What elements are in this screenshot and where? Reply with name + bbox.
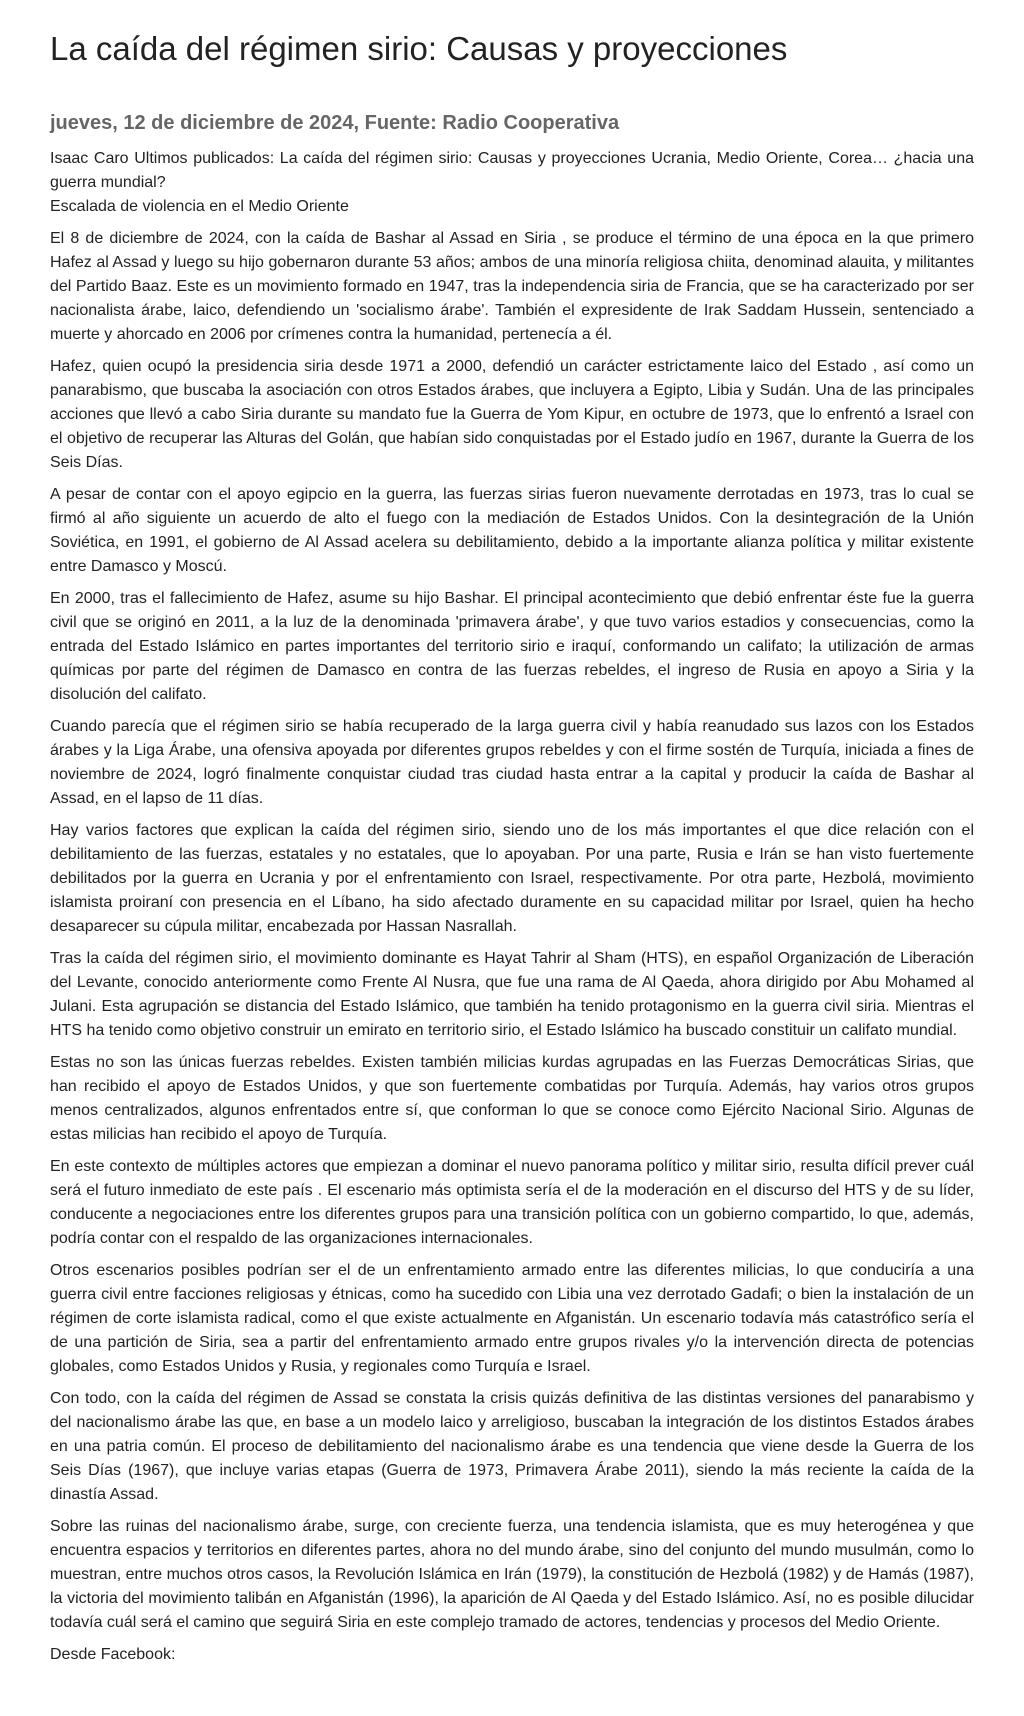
article-meta: jueves, 12 de diciembre de 2024, Fuente: Radio Cooperativa (50, 112, 620, 134)
paragraph: A pesar de contar con el apoyo egipcio en la guerra, las fuerzas sirias fueron nuevamente derrotadas en 1973, tras lo cual se firmó al año siguiente un acuerdo de alto el fuego con la mediación de Estados Unidos. Con la desintegración de la Unión Soviética, en 1991, el gobierno de Al Assad acelera su debilitamiento, debido a la importante alianza política y militar existente entre Damasco y Moscú. (50, 486, 974, 575)
article-title: La caída del régimen sirio: Causas y proyecciones (50, 30, 788, 67)
paragraph: Tras la caída del régimen sirio, el movimiento dominante es Hayat Tahrir al Sham (HTS), en español Organización de Liberación del Levante, conocido anteriormente como Frente Al Nusra, que fue una rama de Al Qaeda, ahora dirigido por Abu Mohamed al Julani. Esta agrupación se distancia del Estado Islámico, que también ha tenido protagonismo en la guerra civil siria. Mientras el HTS ha tenido como objetivo construir un emirato en territorio sirio, el Estado Islámico ha buscado constituir un califato mundial. (50, 950, 974, 1039)
paragraph: Otros escenarios posibles podrían ser el de un enfrentamiento armado entre las diferentes milicias, lo que conduciría a una guerra civil entre facciones religiosas y étnicas, como ha sucedido con Libia una vez derrotado Gadafi; o bien la instalación de un régimen de corte islamista radical, como el que existe actualmente en Afganistán. Un escenario todavía más catastrófico sería el de una partición de Siria, sea a partir del enfrentamiento armado entre grupos rivales y/o la intervención directa de potencias globales, como Estados Unidos y Rusia, y regionales como Turquía e Israel. (50, 1262, 974, 1375)
paragraph: En este contexto de múltiples actores que empiezan a dominar el nuevo panorama político y militar sirio, resulta difícil prever cuál será el futuro inmediato de este país . El escenario más optimista sería el de la moderación en el discurso del HTS y de su líder, conducente a negociaciones entre los diferentes grupos para una transición política con un gobierno compartido, lo que, además, podría contar con el respaldo de las organizaciones internacionales. (50, 1158, 974, 1247)
paragraph: En 2000, tras el fallecimiento de Hafez, asume su hijo Bashar. El principal acontecimiento que debió enfrentar éste fue la guerra civil que se originó en 2011, a la luz de la denominada 'primavera árabe', y que tuvo varios estadios y consecuencias, como la entrada del Estado Islámico en partes importantes del territorio sirio e iraquí, conformando un califato; la utilización de armas químicas por parte del régimen de Damasco en contra de las fuerzas rebeldes, el ingreso de Rusia en apoyo a Siria y la disolución del califato. (50, 590, 974, 703)
article-intro (50, 147, 974, 219)
paragraph: Con todo, con la caída del régimen de Assad se constata la crisis quizás definitiva de las distintas versiones del panarabismo y del nacionalismo árabe las que, en base a un modelo laico y arreligioso, buscaban la integración de los distintos Estados árabes en una patria común. El proceso de debilitamiento del nacionalismo árabe es una tendencia que viene desde la Guerra de los Seis Días (1967), que incluye varias etapas (Guerra de 1973, Primavera Árabe 2011), siendo la más reciente la caída de la dinastía Assad. (50, 1390, 974, 1503)
article-body (50, 227, 974, 1635)
paragraph: Hafez, quien ocupó la presidencia siria desde 1971 a 2000, defendió un carácter estrictamente laico del Estado , así como un panarabismo, que buscaba la asociación con otros Estados árabes, que incluyera a Egipto, Libia y Sudán. Una de las principales acciones que llevó a cabo Siria durante su mandato fue la Guerra de Yom Kipur, en octubre de 1973, que lo enfrentó a Israel con el objetivo de recuperar las Alturas del Golán, que habían sido conquistadas por el Estado judío en 1967, durante la Guerra de los Seis Días. (50, 358, 974, 471)
paragraph: Estas no son las únicas fuerzas rebeldes. Existen también milicias kurdas agrupadas en las Fuerzas Democráticas Sirias, que han recibido el apoyo de Estados Unidos, y que son fuertemente combatidas por Turquía. Además, hay varios otros grupos menos centralizados, algunos enfrentados entre sí, que conforman lo que se conoce como Ejército Nacional Sirio. Algunas de estas milicias han recibido el apoyo de Turquía. (50, 1054, 974, 1143)
intro-line-related: Escalada de violencia en el Medio Oriente (50, 198, 349, 215)
paragraph: Hay varios factores que explican la caída del régimen sirio, siendo uno de los más importantes el que dice relación con el debilitamiento de las fuerzas, estatales y no estatales, que lo apoyaban. Por una parte, Rusia e Irán se han visto fuertemente debilitados por la guerra en Ucrania y por el enfrentamiento con Israel, respectivamente. Por otra parte, Hezbolá, movimiento islamista proiraní con presencia en el Líbano, ha sido afectado duramente en su capacidad militar por Israel, quien ha hecho desaparecer su cúpula militar, encabezada por Hassan Nasrallah. (50, 822, 974, 935)
footer-facebook-label: Desde Facebook: (50, 1646, 176, 1663)
paragraph: Sobre las ruinas del nacionalismo árabe, surge, con creciente fuerza, una tendencia islamista, que es muy heterogénea y que encuentra espacios y territorios en diferentes partes, ahora no del mundo árabe, sino del conjunto del mundo musulmán, como lo muestran, entre muchos otros casos, la Revolución Islámica en Irán (1979), la constitución de Hezbolá (1982) y de Hamás (1987), la victoria del movimiento talibán en Afganistán (1996), la aparición de Al Qaeda y del Estado Islámico. Así, no es posible dilucidar todavía cuál será el camino que seguirá Siria en este complejo tramado de actores, tendencias y procesos del Medio Oriente. (50, 1518, 974, 1631)
intro-line-authors: Isaac Caro Ultimos publicados: La caída del régimen sirio: Causas y proyecciones Ucrania, Medio Oriente, Corea… ¿hacia una guerra mundial? (50, 150, 974, 191)
paragraph: El 8 de diciembre de 2024, con la caída de Bashar al Assad en Siria , se produce el término de una época en la que primero Hafez al Assad y luego su hijo gobernaron durante 53 años; ambos de una minoría religiosa chiita, denominad alauita, y militantes del Partido Baaz. Este es un movimiento formado en 1947, tras la independencia siria de Francia, que se ha caracterizado por ser nacionalista árabe, laico, defendiendo un 'socialismo árabe'. También el expresidente de Irak Saddam Hussein, sentenciado a muerte y ahorcado en 2006 por crímenes contra la humanidad, pertenecía a él. (50, 230, 974, 343)
paragraph: Cuando parecía que el régimen sirio se había recuperado de la larga guerra civil y había reanudado sus lazos con los Estados árabes y la Liga Árabe, una ofensiva apoyada por diferentes grupos rebeldes y con el firme sostén de Turquía, iniciada a fines de noviembre de 2024, logró finalmente conquistar ciudad tras ciudad hasta entrar a la capital y producir la caída de Bashar al Assad, en el lapso de 11 días. (50, 718, 974, 807)
